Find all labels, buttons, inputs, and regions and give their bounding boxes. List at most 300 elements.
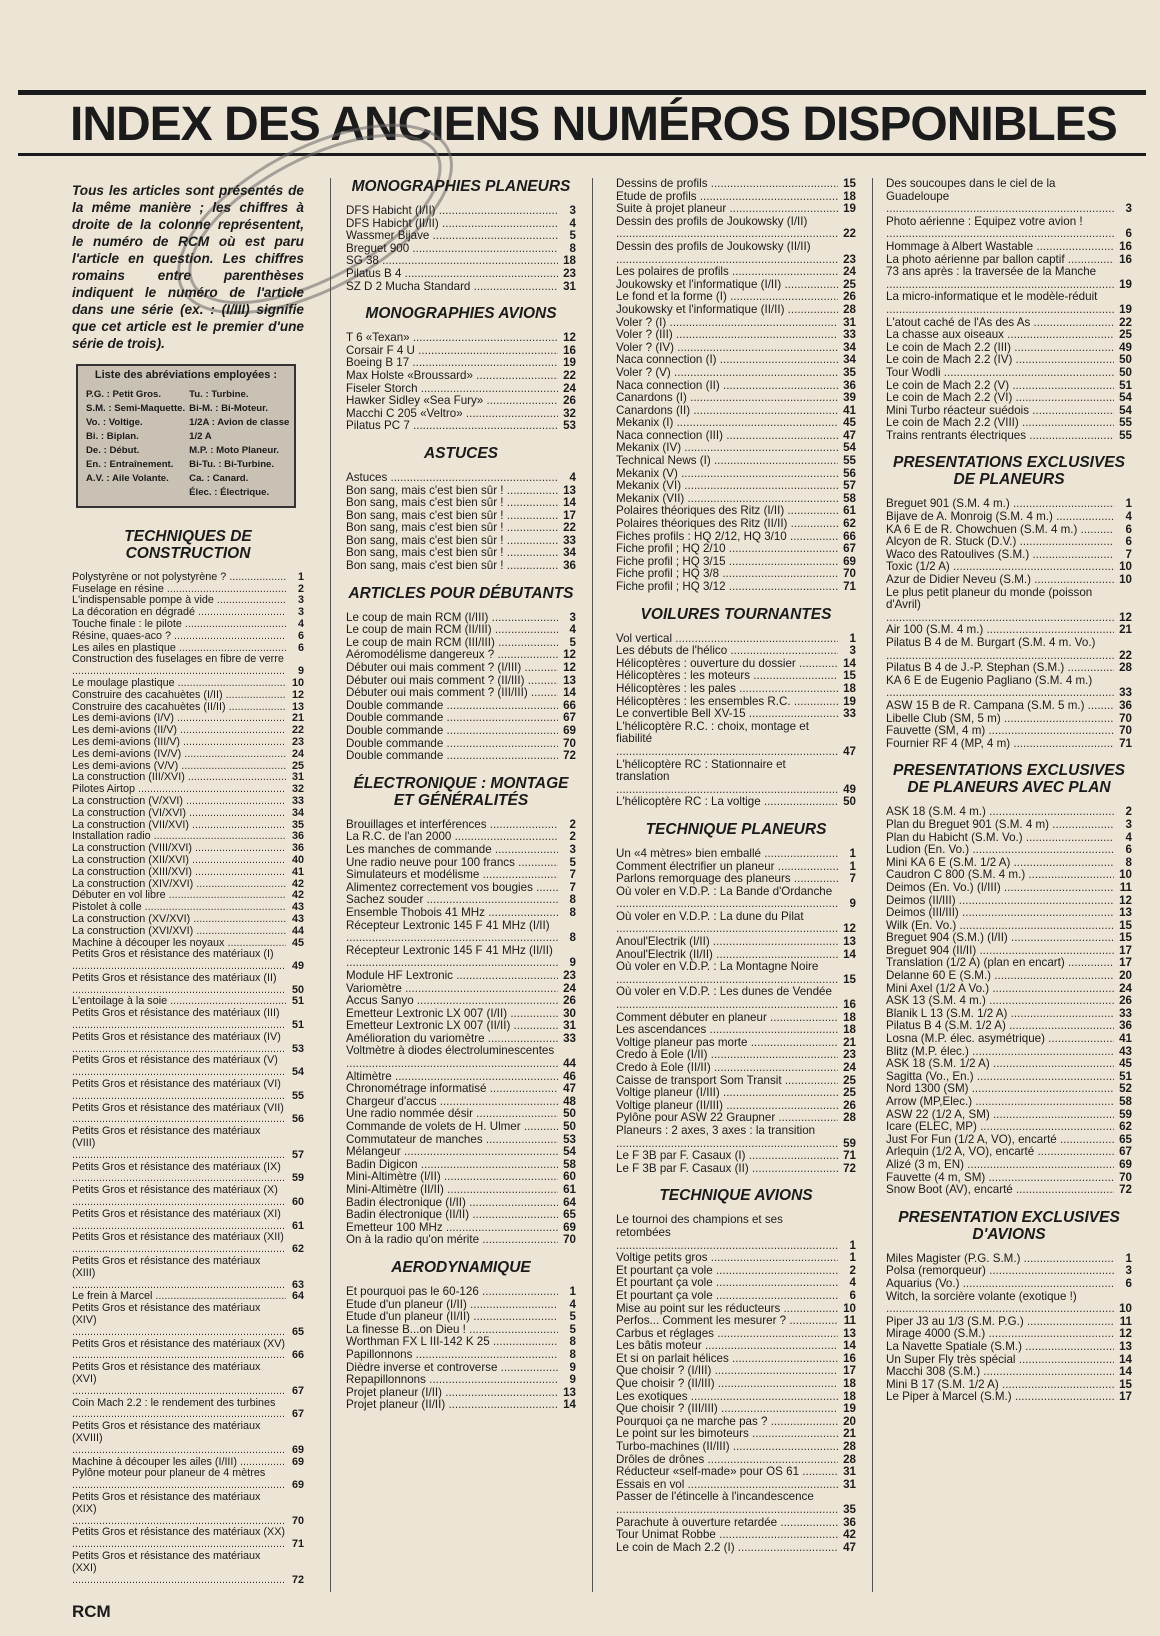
entry-issue-number: 34	[291, 806, 304, 819]
index-entry	[72, 1457, 304, 1469]
entry-title: Mini Axel (1/2 A Vo.) .....	[886, 983, 1114, 996]
index-entry	[72, 702, 304, 714]
section-heading: PRESENTATION EXCLUSIVES D'AVIONS	[898, 1208, 1120, 1243]
index-entry	[616, 216, 856, 241]
entry-title: La finesse B...on Dieu ! .....	[346, 1324, 558, 1337]
entry-title: Mekanix (V) .....	[616, 468, 838, 481]
index-entry	[616, 329, 856, 342]
entry-issue-number: 36	[843, 378, 856, 392]
entry-issue-number: 1	[849, 631, 856, 645]
entry-title: Le fond et la forme (I) .....	[616, 291, 838, 304]
entry-title: Mekanix (VI) .....	[616, 480, 838, 493]
entry-issue-number: 7	[569, 880, 576, 894]
entry-issue-number: 23	[563, 968, 576, 982]
entry-issue-number: 36	[1119, 698, 1132, 712]
index-entry	[616, 1315, 856, 1328]
entry-issue-number: 44	[563, 1057, 576, 1071]
entry-title: Étude de profils .....	[616, 191, 838, 204]
entry-issue-number: 28	[843, 1111, 856, 1125]
index-entry	[346, 1071, 576, 1084]
abbreviation-cell	[84, 486, 187, 500]
entry-title: Petits Gros et résistance des matériaux (XV) .....	[72, 1339, 286, 1363]
entry-issue-number: 10	[843, 1301, 856, 1315]
entry-issue-number: 58	[563, 1157, 576, 1171]
index-entry	[346, 995, 576, 1008]
entry-title: Le coup de main RCM (II/III) .....	[346, 624, 558, 637]
index-entry	[616, 342, 856, 355]
entry-title: Coin Mach 2.2 : le rendement des turbines .....	[72, 1398, 286, 1422]
entry-issue-number: 54	[563, 1145, 576, 1159]
intro-text: Tous les articles sont présentés de la même manière ; les chiffres à droite de la colonne représentent, le numéro de RCM où est paru l'article en question. Les chiffres romains entre parenthèses indiquent le numéro de l'article dans une série (ex. : (I/III) signifie que cet article est le premier d'une série de trois).	[72, 183, 304, 351]
entry-title: La construction (XII/XVI) .....	[72, 855, 286, 867]
entry-title: Pistolet à colle .....	[72, 902, 286, 914]
section-heading: ARTICLES POUR DÉBUTANTS	[348, 584, 574, 602]
entry-title: Pilatus B 4 .....	[346, 268, 558, 281]
index-entry	[886, 945, 1132, 958]
entry-title: Voler ? (V) .....	[616, 367, 838, 380]
entry-issue-number: 51	[291, 1019, 304, 1032]
entry-issue-number: 24	[1119, 981, 1132, 995]
entry-issue-number: 49	[843, 782, 856, 796]
index-entry	[346, 1184, 576, 1197]
entry-title: Que choisir ? (I/III) .....	[616, 1365, 838, 1378]
index-entry	[72, 607, 304, 619]
index-entry	[616, 721, 856, 759]
entry-title: Petits Gros et résistance des matériaux (V) .....	[72, 1055, 286, 1079]
entry-title: Toxic (1/2 A) .....	[886, 561, 1114, 574]
index-entry	[616, 291, 856, 304]
entry-title: Petits Gros et résistance des matériaux (II) .....	[72, 973, 286, 997]
entry-issue-number: 26	[563, 994, 576, 1008]
entry-issue-number: 13	[563, 1385, 576, 1399]
entry-title: Construction des fuselages en fibre de verre .....	[72, 654, 286, 678]
index-entry	[886, 574, 1132, 587]
abbreviation-cell: A.V. : Aile Volante.	[86, 472, 169, 484]
index-entry	[72, 1185, 304, 1209]
entry-title: Badin électronique (I/II) .....	[346, 1197, 558, 1210]
entry-title: La micro-informatique et le modèle-réduit .....	[886, 291, 1114, 316]
entry-title: L'hélicoptère R.C. : choix, montage et fiabilité .....	[616, 721, 838, 759]
entry-issue-number: 6	[1125, 843, 1132, 857]
index-entry	[616, 708, 856, 721]
index-entry	[886, 675, 1132, 700]
entry-title: Libelle Club (SM, 5 m) .....	[886, 713, 1114, 726]
entry-title: Aéromodélisme dangereux ? .....	[346, 649, 558, 662]
index-entry	[616, 417, 856, 430]
entry-title: Bon sang, mais c'est bien sûr ! .....	[346, 560, 558, 573]
index-entry	[616, 556, 856, 569]
abbreviation-row	[84, 416, 291, 430]
index-entry	[346, 1374, 576, 1387]
index-entry	[72, 654, 304, 678]
entry-issue-number: 19	[563, 356, 576, 370]
entry-issue-number: 9	[569, 1373, 576, 1387]
index-entry	[616, 266, 856, 279]
entry-title: Bijave de A. Monroig (S.M. 4 m.) .....	[886, 511, 1114, 524]
entry-issue-number: 53	[291, 1042, 304, 1055]
index-entry	[616, 1353, 856, 1366]
entry-issue-number: 56	[843, 466, 856, 480]
entry-issue-number: 25	[843, 277, 856, 291]
index-entry	[616, 405, 856, 418]
index-entry	[346, 345, 576, 358]
index-entry	[346, 1222, 576, 1235]
index-entry	[616, 531, 856, 544]
entry-title: Breguet 904 (S.M.) (I/II) .....	[886, 932, 1114, 945]
entry-issue-number: 35	[843, 1503, 856, 1516]
entry-issue-number: 22	[843, 227, 856, 241]
entry-issue-number: 24	[563, 381, 576, 395]
entry-title: Module HF Lextronic .....	[346, 970, 558, 983]
index-entry	[886, 1253, 1132, 1266]
index-entry	[346, 1197, 576, 1210]
entry-title: Joukowsky et l'informatique (I/II) .....	[616, 279, 838, 292]
entry-issue-number: 14	[1119, 1365, 1132, 1379]
entry-issue-number: 4	[849, 1276, 856, 1290]
index-entry	[72, 867, 304, 879]
entry-title: Pilotes Airtop .....	[72, 784, 286, 796]
index-entry	[886, 329, 1132, 342]
entry-issue-number: 21	[843, 1427, 856, 1441]
entry-issue-number: 21	[1119, 623, 1132, 637]
entry-title: Essais en vol .....	[616, 1479, 838, 1492]
entry-title: Petits Gros et résistance des matériaux (III) .....	[72, 1008, 286, 1032]
entry-title: Joukowsky et l'informatique (II/II) .....	[616, 304, 838, 317]
entry-title: Où voler en V.D.P. : La Montagne Noire .....	[616, 961, 838, 986]
index-entry	[616, 1049, 856, 1062]
entry-title: Double commande .....	[346, 750, 558, 763]
entry-issue-number: 61	[843, 504, 856, 518]
entry-issue-number: 65	[291, 1325, 304, 1338]
abbreviation-cell: De. : Début.	[86, 444, 140, 456]
index-entry	[616, 505, 856, 518]
entry-title: Anoul'Électrik (I/II) .....	[616, 936, 838, 949]
entry-issue-number: 11	[1119, 1314, 1132, 1328]
entry-issue-number: 57	[291, 1148, 304, 1161]
index-entry	[886, 869, 1132, 882]
entry-issue-number: 69	[843, 554, 856, 568]
index-entry	[346, 370, 576, 383]
entry-title: Blitz (M.P. élec.) .....	[886, 1046, 1114, 1059]
entry-title: La construction (VII/XVI) .....	[72, 820, 286, 832]
entry-title: Canardons (I) .....	[616, 392, 838, 405]
entry-title: Les demi-avions (III/V) .....	[72, 737, 286, 749]
entry-issue-number: 20	[1119, 969, 1132, 983]
abbreviation-cell: Élec. : Électrique.	[189, 486, 270, 498]
entry-issue-number: 21	[291, 712, 304, 725]
entry-title: Bon sang, mais c'est bien sûr ! .....	[346, 510, 558, 523]
entry-issue-number: 24	[843, 1061, 856, 1074]
entry-title: Fiche profil ; HQ 3/15 .....	[616, 556, 838, 569]
index-entry	[886, 624, 1132, 637]
entry-issue-number: 11	[1119, 880, 1132, 894]
index-entry	[346, 395, 576, 408]
index-entry	[72, 772, 304, 784]
index-entry	[886, 1172, 1132, 1185]
index-entry	[886, 907, 1132, 920]
abbreviation-cell: Vo. : Voltige.	[86, 416, 143, 428]
index-entry	[346, 268, 576, 281]
index-entry	[616, 1403, 856, 1416]
index-entry	[346, 1096, 576, 1109]
index-entry	[346, 420, 576, 433]
index-entry	[616, 633, 856, 646]
entry-title: Turbo-machines (II/III) .....	[616, 1441, 838, 1454]
index-entry	[72, 631, 304, 643]
entry-title: La construction (XVI/XVI) .....	[72, 926, 286, 938]
index-entry	[346, 1362, 576, 1375]
entry-issue-number: 1	[1125, 497, 1132, 511]
entry-title: La construction (XIII/XVI) .....	[72, 867, 286, 879]
index-entry	[616, 949, 856, 962]
entry-issue-number: 17	[1119, 1390, 1132, 1404]
entry-title: Polaires théoriques des Ritz (I/II) .....	[616, 505, 838, 518]
section-heading: MONOGRAPHIES PLANEURS	[351, 178, 571, 195]
entry-issue-number: 31	[291, 771, 304, 784]
entry-title: Petits Gros et résistance des matériaux (XIV) .....	[72, 1303, 286, 1338]
entry-title: Débuter oui mais comment ? (II/III) .....	[346, 675, 558, 688]
entry-issue-number: 47	[563, 1082, 576, 1096]
entry-title: Tour Unimat Robbe .....	[616, 1529, 838, 1542]
entry-title: Sachez souder .....	[346, 894, 558, 907]
entry-issue-number: 5	[569, 855, 576, 869]
entry-issue-number: 2	[569, 830, 576, 844]
entry-title: DFS Habicht (I/II) .....	[346, 205, 558, 218]
entry-title: Photo aérienne : Équipez votre avion ! .....	[886, 216, 1114, 241]
entry-issue-number: 3	[1125, 817, 1132, 831]
section-heading: AERODYNAMIQUE	[391, 1258, 531, 1276]
entry-title: Débuter oui mais comment ? (I/III) .....	[346, 662, 558, 675]
entry-issue-number: 7	[1125, 547, 1132, 561]
entry-issue-number: 45	[1119, 1057, 1132, 1071]
entry-title: Witch, la sorcière volante (exotique !) .....	[886, 1291, 1114, 1316]
index-entry	[616, 354, 856, 367]
entry-title: Amélioration du variomètre .....	[346, 1033, 558, 1046]
index-entry	[886, 291, 1132, 316]
entry-title: Piper J3 au 1/3 (S.M. P.G.) .....	[886, 1316, 1114, 1329]
entry-issue-number: 51	[1119, 1069, 1132, 1083]
entry-title: Double commande .....	[346, 738, 558, 751]
entry-issue-number: 62	[843, 517, 856, 531]
index-entry	[346, 281, 576, 294]
index-entry	[72, 1162, 304, 1186]
entry-title: Waco des Ratoulives (S.M.) .....	[886, 549, 1114, 562]
index-entry	[72, 820, 304, 832]
entry-issue-number: 24	[291, 747, 304, 760]
entry-title: Le point sur les bimoteurs .....	[616, 1428, 838, 1441]
entry-title: KA 6 E de R. Chowchuen (S.M. 4 m.) .....	[886, 524, 1114, 537]
entry-title: Touche finale : le pilote .....	[72, 619, 286, 631]
entry-title: Mini-Altimètre (I/II) .....	[346, 1171, 558, 1184]
entry-issue-number: 25	[843, 1073, 856, 1087]
entry-title: Sagitta (Vo., En.) .....	[886, 1071, 1114, 1084]
entry-issue-number: 5	[569, 229, 576, 243]
entry-title: La photo aérienne par ballon captif .....	[886, 254, 1114, 267]
entry-title: Miles Magister (P.G. S.M.) .....	[886, 1253, 1114, 1266]
index-entry	[616, 1214, 856, 1252]
entry-title: Passer de l'étincelle à l'incandescence .....	[616, 1491, 838, 1516]
index-entry	[886, 1184, 1132, 1197]
index-entry	[72, 879, 304, 891]
entry-issue-number: 34	[843, 340, 856, 354]
entry-issue-number: 40	[291, 853, 304, 866]
entry-issue-number: 12	[1119, 1327, 1132, 1341]
entry-issue-number: 71	[1119, 736, 1132, 750]
entry-issue-number: 41	[1119, 1032, 1132, 1046]
entry-issue-number: 70	[563, 1233, 576, 1247]
entry-title: Fiche profil ; HQ 3/12 .....	[616, 581, 838, 594]
index-entry	[616, 430, 856, 443]
index-entry	[886, 1096, 1132, 1109]
entry-title: Le coin de Mach 2.2 (V) .....	[886, 380, 1114, 393]
index-entry	[72, 784, 304, 796]
index-entry	[886, 1033, 1132, 1046]
index-entry	[346, 1209, 576, 1222]
index-entry	[346, 725, 576, 738]
index-entry	[616, 568, 856, 581]
index-entry	[346, 738, 576, 751]
index-entry	[616, 1024, 856, 1037]
entry-title: ASK 18 (S.M. 1/2 A) .....	[886, 1058, 1114, 1071]
entry-issue-number: 1	[1125, 1251, 1132, 1265]
index-entry	[886, 806, 1132, 819]
entry-issue-number: 45	[843, 416, 856, 430]
entry-issue-number: 1	[569, 1284, 576, 1298]
entry-title: Dièdre inverse et controverse .....	[346, 1362, 558, 1375]
entry-issue-number: 22	[563, 521, 576, 535]
index-entry	[616, 1529, 856, 1542]
index-entry	[886, 832, 1132, 845]
entry-title: Les polaires de profils .....	[616, 266, 838, 279]
index-entry	[346, 750, 576, 763]
entry-issue-number: 69	[291, 1443, 304, 1456]
entry-issue-number: 8	[569, 1335, 576, 1349]
entry-issue-number: 33	[1119, 1006, 1132, 1020]
entry-title: Voltige planeur pas morte .....	[616, 1037, 838, 1050]
entry-title: Chargeur d'accus .....	[346, 1096, 558, 1109]
entry-issue-number: 8	[569, 905, 576, 919]
entry-issue-number: 54	[1119, 391, 1132, 405]
section-heading: ASTUCES	[423, 444, 499, 462]
entry-issue-number: 44	[291, 924, 304, 937]
entry-issue-number: 14	[843, 1339, 856, 1353]
index-entry	[886, 241, 1132, 254]
index-entry	[886, 713, 1132, 726]
entry-issue-number: 1	[849, 1251, 856, 1265]
entry-title: Caudron C 800 (S.M. 4 m.) .....	[886, 869, 1114, 882]
entry-title: Mélangeur .....	[346, 1146, 558, 1159]
entry-title: Résine, quaes-aco ? .....	[72, 631, 286, 643]
entry-issue-number: 60	[291, 1196, 304, 1209]
index-entry	[886, 1341, 1132, 1354]
entry-title: Voltige planeur (II/III) .....	[616, 1100, 838, 1113]
entry-issue-number: 49	[291, 960, 304, 973]
entry-issue-number: 13	[563, 673, 576, 687]
page-title: INDEX DES ANCIENS NUMÉROS DISPONIBLES	[70, 98, 1117, 151]
index-entry	[616, 759, 856, 797]
entry-issue-number: 10	[1119, 868, 1132, 882]
index-entry	[616, 191, 856, 204]
entry-issue-number: 26	[563, 394, 576, 408]
index-entry	[886, 1020, 1132, 1033]
entry-title: Petits Gros et résistance des matériaux (XI) .....	[72, 1209, 286, 1233]
entry-issue-number: 9	[849, 897, 856, 911]
entry-title: Le moulage plastique .....	[72, 678, 286, 690]
entry-issue-number: 56	[291, 1113, 304, 1126]
entry-issue-number: 15	[843, 972, 856, 986]
index-entry	[616, 1265, 856, 1278]
index-entry	[886, 1071, 1132, 1084]
index-entry	[616, 317, 856, 330]
entry-title: Les demi-avions (I/V) .....	[72, 713, 286, 725]
entry-issue-number: 54	[1119, 403, 1132, 417]
entry-issue-number: 1	[849, 846, 856, 860]
index-entry	[616, 1340, 856, 1353]
index-entry	[72, 761, 304, 773]
index-entry	[616, 1365, 856, 1378]
entry-title: Débuter oui mais comment ? (III/III) .....	[346, 687, 558, 700]
index-entry	[346, 332, 576, 345]
index-entry	[72, 843, 304, 855]
entry-title: Commutateur de manches .....	[346, 1134, 558, 1147]
entry-issue-number: 4	[297, 617, 304, 630]
index-entry	[886, 367, 1132, 380]
entry-title: ASW 15 B de R. Campana (S.M. 5 m.) .....	[886, 700, 1114, 713]
index-entry	[616, 1062, 856, 1075]
entry-title: Deimos (En. Vo.) (I/III) .....	[886, 882, 1114, 895]
index-entry	[72, 572, 304, 584]
entry-title: Chronométrage informatisé .....	[346, 1083, 558, 1096]
entry-title: Polaires théoriques des Ritz (II/II) .....	[616, 518, 838, 531]
index-entry	[886, 342, 1132, 355]
entry-title: Fiche profil ; HQ 3/8 .....	[616, 568, 838, 581]
entry-issue-number: 36	[563, 559, 576, 573]
abbreviation-cell: En. : Entraînement.	[86, 458, 174, 470]
entry-title: Pourquoi ça ne marche pas ? .....	[616, 1416, 838, 1429]
entry-title: Hawker Sidley «Sea Fury» .....	[346, 395, 558, 408]
index-entry	[616, 1303, 856, 1316]
entry-issue-number: 55	[843, 454, 856, 468]
entry-issue-number: 1	[849, 859, 856, 873]
entry-title: Macchi C 205 «Veltro» .....	[346, 408, 558, 421]
abbreviation-row	[84, 388, 291, 402]
entry-title: Hélicoptères : les ensembles R.C. .....	[616, 696, 838, 709]
entry-issue-number: 11	[843, 1314, 856, 1328]
abbreviation-cell: 1/2A : Avion de classe	[189, 416, 290, 428]
entry-issue-number: 3	[1125, 1264, 1132, 1278]
index-entry	[616, 468, 856, 481]
entry-issue-number: 28	[843, 1452, 856, 1466]
entry-issue-number: 69	[291, 1479, 304, 1492]
entry-title: Commande de volets de H. Ulmer .....	[346, 1121, 558, 1134]
entry-issue-number: 67	[843, 542, 856, 556]
entry-issue-number: 32	[291, 783, 304, 796]
entry-title: T 6 «Texan» .....	[346, 332, 558, 345]
entry-title: Azur de Didier Neveu (S.M.) .....	[886, 574, 1114, 587]
entry-issue-number: 71	[843, 580, 856, 593]
entry-title: Voler ? (IV) .....	[616, 342, 838, 355]
index-entry	[616, 1479, 856, 1492]
section-heading: MONOGRAPHIES AVIONS	[365, 305, 557, 323]
entry-title: Technical News (I) .....	[616, 455, 838, 468]
index-entry	[886, 1265, 1132, 1278]
entry-issue-number: 6	[1125, 522, 1132, 536]
entry-title: Vol vertical .....	[616, 633, 838, 646]
index-entry	[886, 536, 1132, 549]
index-entry	[616, 1100, 856, 1113]
entry-issue-number: 24	[563, 981, 576, 995]
index-entry	[616, 241, 856, 266]
